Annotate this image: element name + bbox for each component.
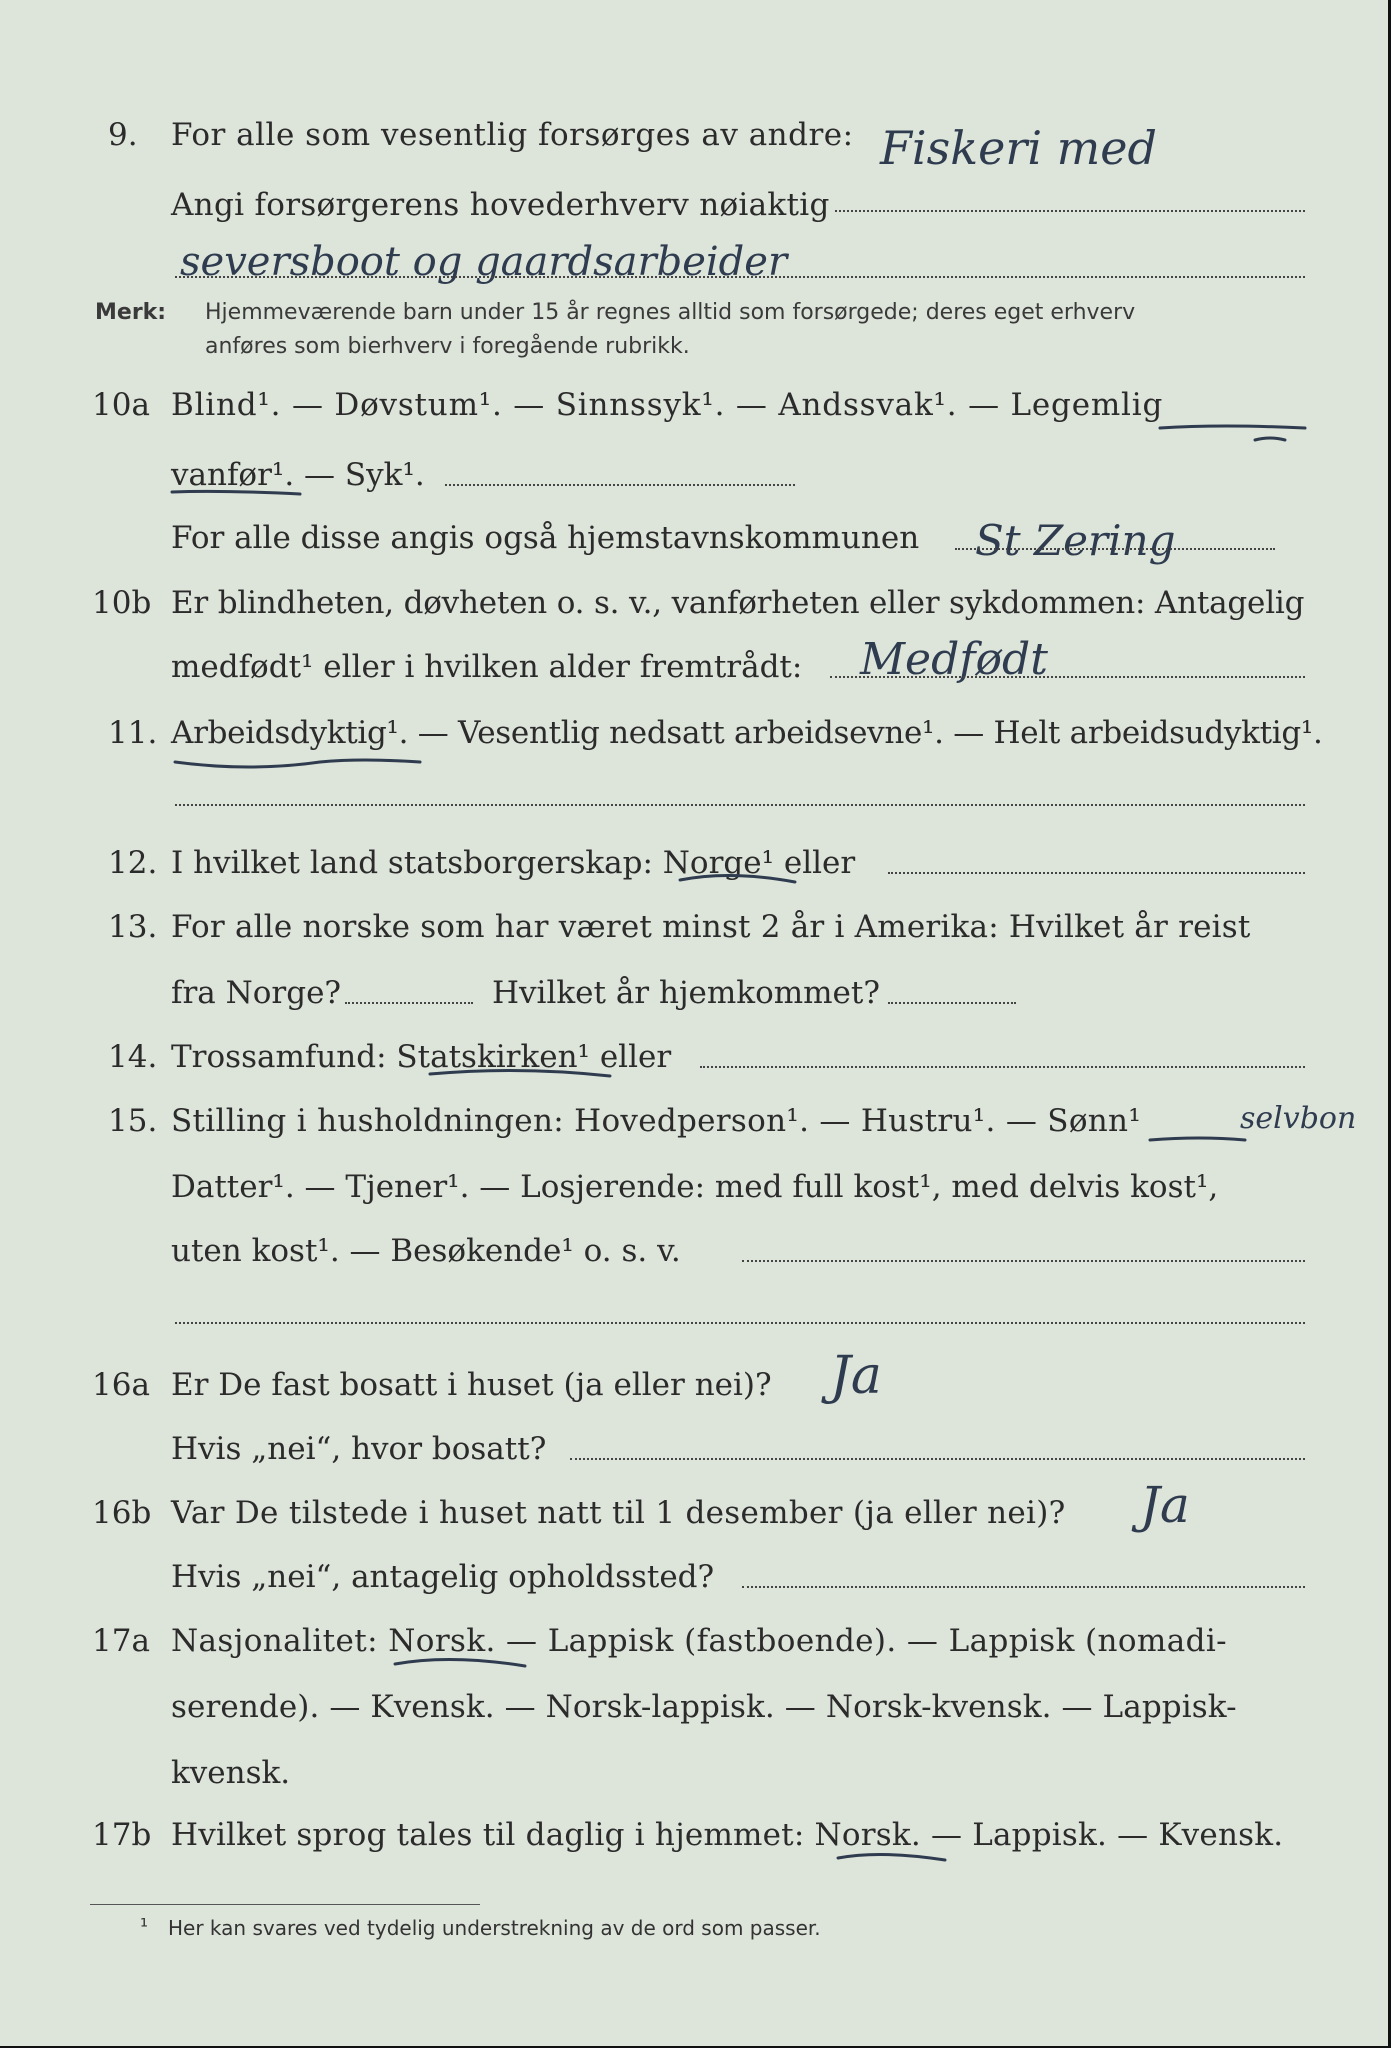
- q16b-line1: Var De tilstede i huset natt til 1 desember (ja eller nei)?: [171, 1495, 1066, 1531]
- q15-answer: selvbon: [1240, 1101, 1357, 1136]
- merk-label: Merk:: [95, 300, 167, 325]
- q17a-line1: Nasjonalitet: Norsk. — Lappisk (fastboende). — Lappisk (nomadi-: [171, 1623, 1228, 1659]
- q14-number: 14.: [108, 1039, 158, 1075]
- q16a-line1: Er De fast bosatt i huset (ja eller nei)?: [171, 1367, 772, 1403]
- underline-sonn: [1150, 1138, 1245, 1140]
- underline-norge: [680, 875, 795, 882]
- q15-number: 15.: [108, 1103, 158, 1139]
- q13-number: 13.: [108, 909, 158, 945]
- underline-arbeidsdyktig: [175, 760, 420, 767]
- q9-number: 9.: [108, 117, 138, 153]
- q9-answer-line2: seversboot og gaardsarbeider: [180, 239, 788, 285]
- q9-line2: Angi forsørgerens hovederhverv nøiaktig: [171, 187, 830, 223]
- q14-line1: Trossamfund: Statskirken¹ eller: [171, 1039, 672, 1075]
- q11-line1: Arbeidsdyktig¹. — Vesentlig nedsatt arbeidsevne¹. — Helt arbeidsudyktig¹.: [171, 715, 1323, 751]
- q16a-number: 16a: [92, 1367, 150, 1403]
- q16b-line2: Hvis „nei“, antagelig opholdssted?: [171, 1559, 715, 1595]
- q9-line1: For alle som vesentlig forsørges av andre:: [171, 117, 854, 153]
- merk-line1: Hjemmeværende barn under 15 år regnes alltid som forsørgede; deres eget erhverv: [205, 300, 1136, 325]
- q11-number: 11.: [108, 715, 158, 751]
- q10b-line1: Er blindheten, døvheten o. s. v., vanførheten eller sykdommen: Antagelig: [171, 585, 1305, 621]
- q10a-line1: Blind¹. — Døvstum¹. — Sinnssyk¹. — Andssvak¹. — Legemlig: [171, 387, 1164, 423]
- q17b-line1: Hvilket sprog tales til daglig i hjemmet: Norsk. — Lappisk. — Kvensk.: [171, 1817, 1284, 1853]
- q10a-number: 10a: [92, 387, 150, 423]
- q15-line3: uten kost¹. — Besøkende¹ o. s. v.: [171, 1233, 681, 1269]
- q13-line1: For alle norske som har været minst 2 år i Amerika: Hvilket år reist: [171, 909, 1251, 945]
- q13-line2a: fra Norge?: [171, 975, 342, 1011]
- underline-norsk-17a: [395, 1659, 525, 1666]
- underline-legemlig: [1160, 426, 1305, 428]
- underline-vanfor: [172, 491, 300, 494]
- merk-line2: anføres som bierhverv i foregående rubrikk.: [205, 334, 690, 359]
- q16b-answer: Ja: [1140, 1476, 1190, 1534]
- q13-line2b: Hvilket år hjemkommet?: [492, 975, 880, 1011]
- q15-line1: Stilling i husholdningen: Hovedperson¹. — Hustru¹. — Sønn¹: [171, 1103, 1142, 1139]
- q17a-line2: serende). — Kvensk. — Norsk-lappisk. — Norsk-kvensk. — Lappisk-: [171, 1689, 1237, 1725]
- footnote-mark: ¹: [140, 1914, 149, 1938]
- q9-answer-line1: Fiskeri med: [880, 121, 1157, 175]
- q10b-number: 10b: [92, 585, 152, 621]
- footnote-text: Her kan svares ved tydelig understrekning av de ord som passer.: [168, 1916, 821, 1940]
- q17a-number: 17a: [92, 1623, 150, 1659]
- q17a-line3: kvensk.: [171, 1755, 291, 1791]
- q10a-line3: For alle disse angis også hjemstavnskommunen: [171, 520, 920, 556]
- q12-line1: I hvilket land statsborgerskap: Norge¹ eller: [171, 845, 856, 881]
- q12-number: 12.: [108, 845, 158, 881]
- q17b-number: 17b: [92, 1817, 152, 1853]
- q10a-line2: vanfør¹. — Syk¹.: [171, 457, 425, 493]
- q10b-answer: Medfødt: [860, 634, 1048, 685]
- q15-line2: Datter¹. — Tjener¹. — Losjerende: med full kost¹, med delvis kost¹,: [171, 1169, 1219, 1205]
- underline-norsk-17b: [838, 1854, 945, 1860]
- q10b-line2: medfødt¹ eller i hvilken alder fremtrådt:: [171, 649, 803, 685]
- q16a-line2: Hvis „nei“, hvor bosatt?: [171, 1431, 547, 1467]
- q16b-number: 16b: [92, 1495, 152, 1531]
- q10a-answer: St Zering: [975, 516, 1176, 565]
- q16a-answer: Ja: [830, 1346, 882, 1406]
- underline-statskirken: [430, 1070, 610, 1076]
